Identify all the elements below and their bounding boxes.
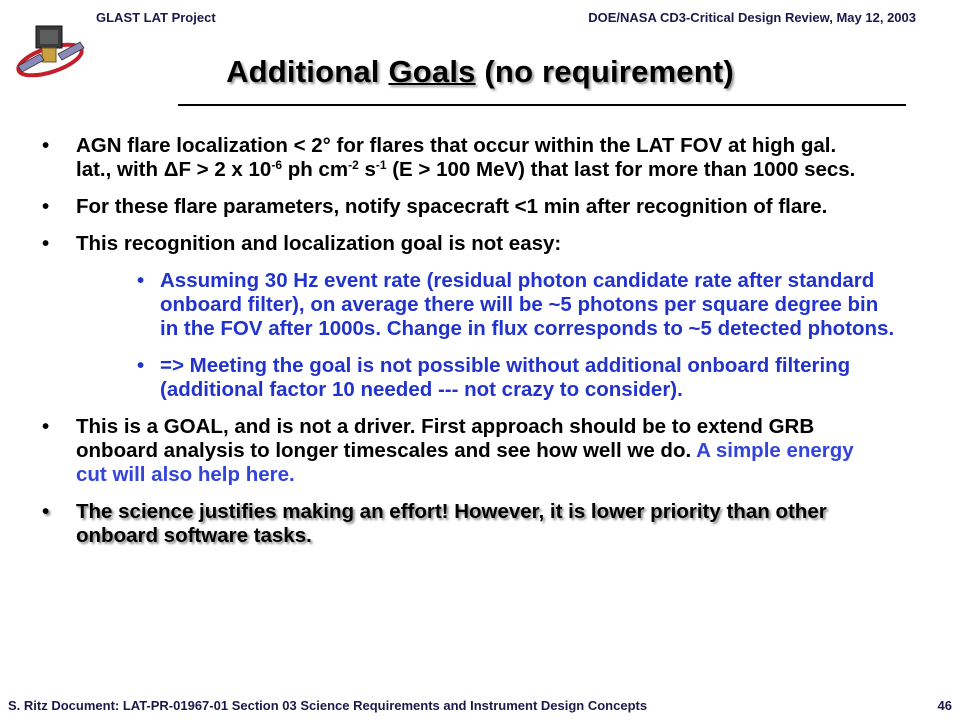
degree-symbol: ° [322, 134, 331, 157]
b4-text: This is a GOAL, and is not a driver. First approach should be to extend GRB onboard analysis to longer timescales and see how well we do. [76, 415, 815, 462]
b2-text: For these flare parameters, notify spacecraft <1 min after recognition of flare. [76, 195, 828, 218]
bullet-science-justifies [0, 500, 876, 548]
title-underline-rule [178, 104, 906, 106]
delta-symbol: Δ [163, 158, 179, 181]
footer [8, 698, 952, 713]
title-goals: Goals [388, 54, 476, 89]
title-part1: Additional [226, 54, 389, 89]
bullet-marker: • [42, 134, 50, 157]
bullet-marker: • [42, 500, 50, 523]
sub2-text: => Meeting the goal is not possible without additional onboard filtering (additional factor 10 needed --- not crazy to consider). [160, 354, 851, 401]
subbullet-marker: • [137, 269, 145, 292]
exponent-minus-2: -2 [348, 158, 359, 172]
subbullet-marker: • [137, 354, 145, 377]
sub1-text: Assuming 30 Hz event rate (residual photon candidate rate after standard onboard filter), on average there will be ~5 photons per square degree bin in the FOV after 1000s. Change in flux corresponds to ~5 detected photons. [160, 269, 895, 340]
bullet-notify-spacecraft [0, 195, 876, 219]
b4-energy-cut-text: A simple energy cut will also help here. [76, 439, 854, 486]
bullet-marker: • [42, 195, 50, 218]
b1-text-4: ph cm [282, 158, 349, 181]
b1-text-5: s [358, 158, 376, 181]
exponent-minus-1: -1 [375, 158, 387, 172]
subbullet-meeting-goal [0, 354, 895, 402]
b5-text: The science justifies making an effort! However, it is lower priority than other onboard software tasks. [76, 500, 827, 547]
exponent-minus-6: -6 [271, 158, 282, 172]
b1-text-6: (E > 100 MeV) that last for more than 1000 secs. [386, 158, 856, 181]
b1-text-2: for flares that occur within the LAT FOV at high gal. lat., with [76, 134, 837, 181]
subbullet-event-rate [0, 269, 895, 341]
b1-text-1: AGN flare localization < 2 [76, 134, 323, 157]
bullet-goal-not-driver [0, 415, 876, 487]
bullet-recognition-goal [0, 232, 876, 256]
bullet-list [0, 134, 960, 561]
bullet-agn-flare [0, 134, 876, 182]
glast-satellite-logo [14, 18, 86, 88]
footer-document-info: S. Ritz Document: LAT-PR-01967-01 Section 03 Science Requirements and Instrument Design Concepts [8, 698, 648, 713]
header-project: GLAST LAT Project [96, 10, 216, 25]
bullet-marker: • [42, 232, 50, 255]
header-review: DOE/NASA CD3-Critical Design Review, May 12, 2003 [588, 10, 916, 25]
b3-text: This recognition and localization goal is not easy: [76, 232, 562, 255]
b1-text-3: F > 2 x 10 [178, 158, 272, 181]
slide-title [120, 54, 840, 90]
title-part3: (no requirement) [475, 54, 734, 89]
page-number: 46 [937, 698, 952, 713]
bullet-marker: • [42, 415, 50, 438]
